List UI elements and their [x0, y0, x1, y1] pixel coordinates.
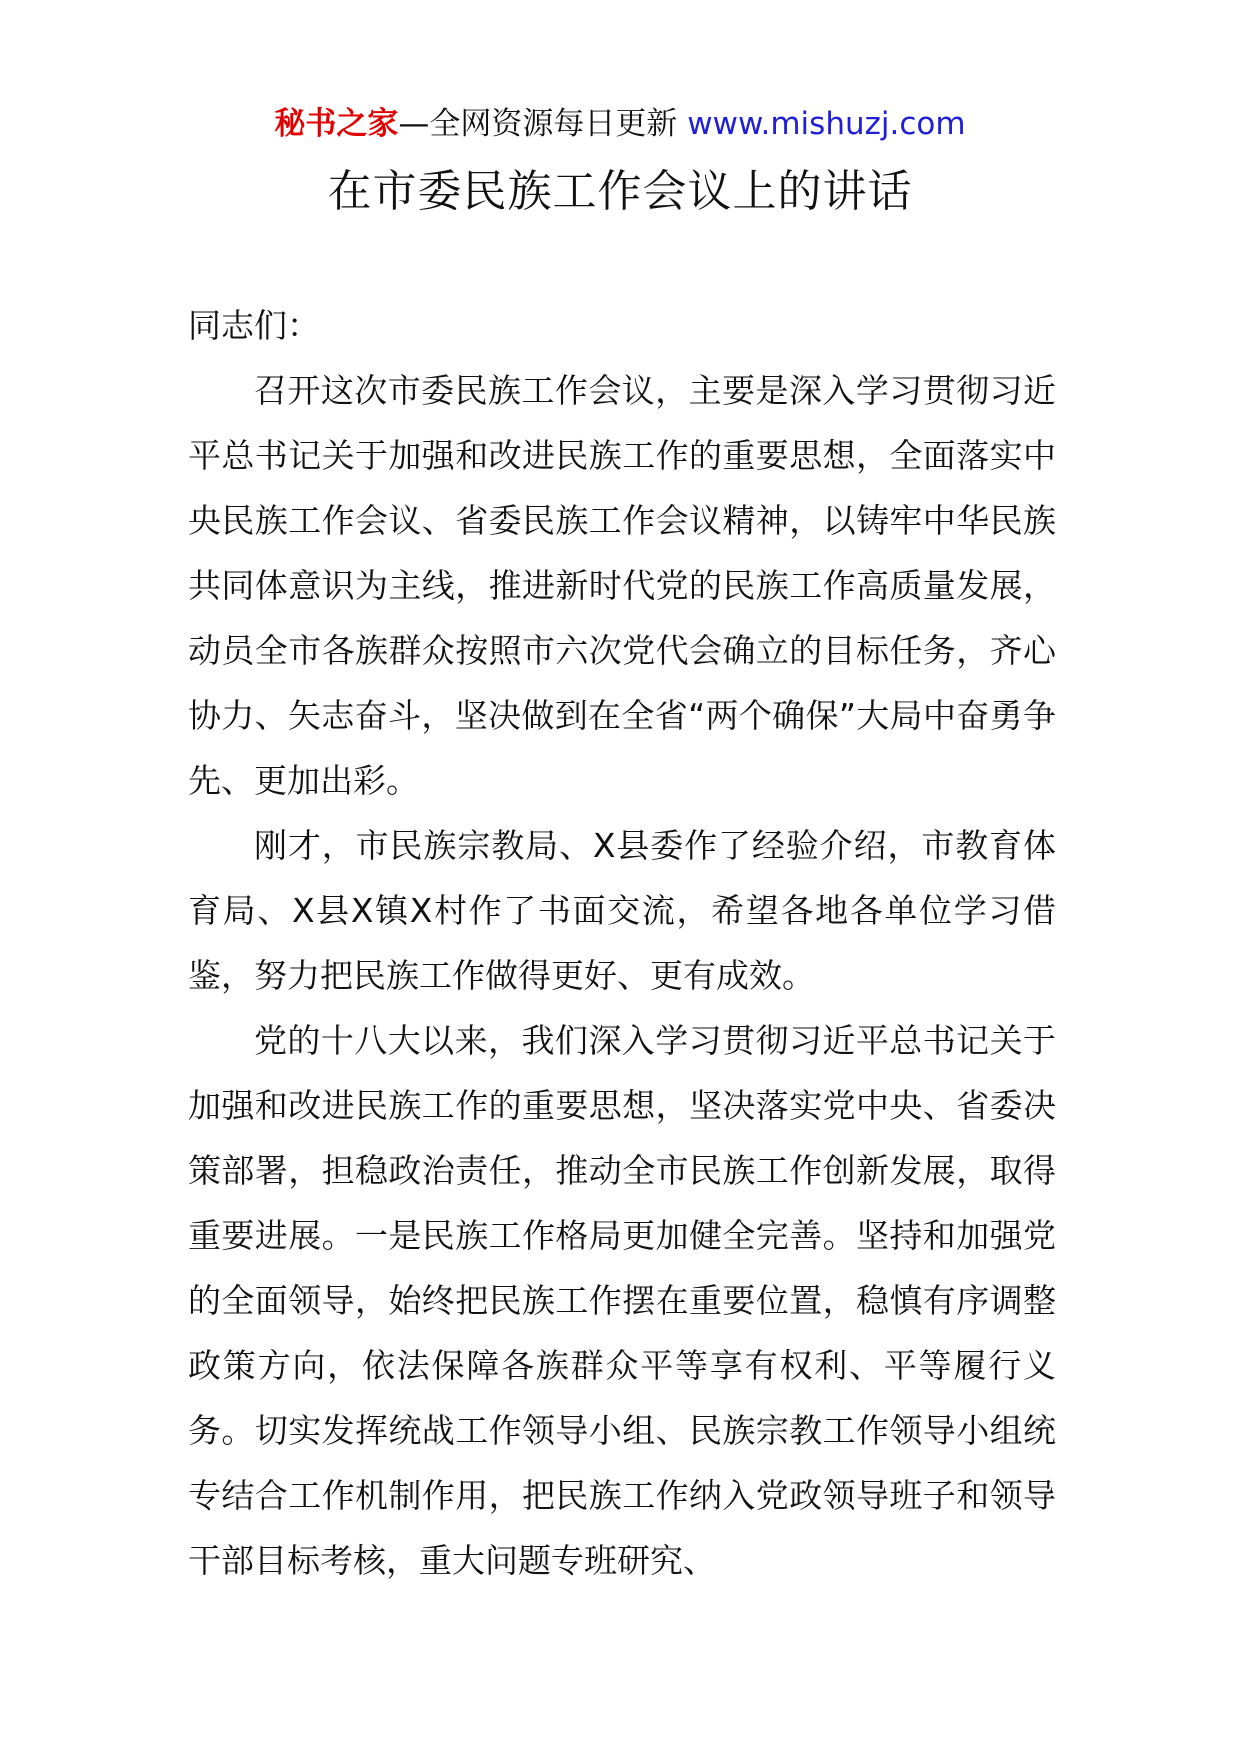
site-url-link[interactable]: www.mishuzj.com	[687, 106, 966, 142]
document-body	[188, 293, 1056, 1593]
site-name: 秘书之家	[274, 106, 399, 142]
salutation: 同志们：	[188, 306, 320, 345]
body-paragraph-1: 召开这次市委民族工作会议，主要是深入学习贯彻习近平总书记关于加强和改进民族工作的重要思想，全面落实中央民族工作会议、省委民族工作会议精神，以铸牢中华民族共同体意识为主线，推进新时代党的民族工作高质量发展，动员全市各族群众按照市六次党代会确立的目标任务，齐心协力、矢志奋斗，坚决做到在全省“两个确保”大局中奋勇争先、更加出彩。	[188, 371, 1056, 800]
site-tagline: —全网资源每日更新	[398, 106, 688, 142]
site-header	[0, 102, 1240, 146]
body-paragraph-2: 刚才，市民族宗教局、X县委作了经验介绍，市教育体育局、X县X镇X村作了书面交流，希望各地各单位学习借鉴，努力把民族工作做得更好、更有成效。	[188, 826, 1056, 995]
document-title: 在市委民族工作会议上的讲话	[327, 166, 913, 217]
body-paragraph-3: 党的十八大以来，我们深入学习贯彻习近平总书记关于加强和改进民族工作的重要思想，坚决落实党中央、省委决策部署，担稳政治责任，推动全市民族工作创新发展，取得重要进展。一是民族工作格局更加健全完善。坚持和加强党的全面领导，始终把民族工作摆在重要位置，稳慎有序调整政策方向，依法保障各族群众平等享有权利、平等履行义务。切实发挥统战工作领导小组、民族宗教工作领导小组统专结合工作机制作用，把民族工作纳入党政领导班子和领导干部目标考核，重大问题专班研究、	[188, 1021, 1056, 1580]
